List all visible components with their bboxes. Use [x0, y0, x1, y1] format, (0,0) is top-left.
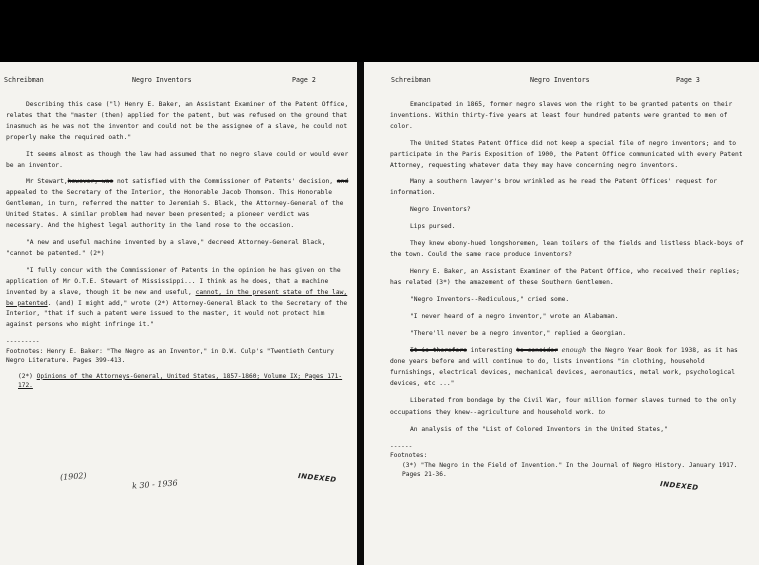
right-header-author: Schreibman: [391, 76, 431, 84]
footnote-rule: ---------: [6, 338, 40, 346]
left-footnote-1: Footnotes: Henry E. Baker: "The Negro as an Inventor," in D.W. Culp's "Twentieth Century Negro Literature. Pages 399-413.: [6, 347, 334, 365]
right-header-title: Negro Inventors: [530, 76, 590, 84]
right-quote-2: "I never heard of a negro inventor," wrote an Alabaman.: [410, 312, 619, 320]
right-body: [390, 100, 752, 480]
right-paragraph-6: They knew ebony-hued longshoremen, lean toilers of the fields and listless black-boys of the town. Could the same race produce inventors?: [390, 240, 744, 258]
footnote-rule: ------: [390, 442, 413, 450]
left-paragraph-2: It seems almost as though the law had assumed that no negro slave could or would ever be an inventor.: [6, 150, 349, 169]
right-paragraph-7: Henry E. Baker, an Assistant Examiner of the Patent Office, who received their replies; has related (3*) the amazement of these Southern Gentlemen.: [390, 267, 740, 286]
left-footnote-2: (2*) Opinions of the Attorneys-General, United States, 1857-1860; Volume IX; Pages 171-172.: [18, 372, 343, 390]
right-paragraph-1: Emancipated in 1865, former negro slaves won the right to be granted patents on their inventions. Within thirty-five years at least four hundred patents were granted to men of color.: [390, 101, 733, 130]
book-gutter: [357, 62, 364, 565]
left-header-author: Schreibman: [4, 76, 44, 84]
handwritten-note: k 30 - 1936: [131, 478, 178, 491]
struck-text: and: [336, 178, 349, 186]
right-footnote-label: Footnotes:: [390, 452, 428, 460]
right-paragraph-5: Lips pursed.: [410, 223, 456, 231]
right-quote-1: "Negro Inventors--Rediculous," cried some.: [410, 295, 570, 303]
left-paragraph-3: Mr Stewart,however, was not satisfied with the Commissioner of Patents' decision, and appealed to the Secretary of the Interior, the Honorable Jacob Thomson. This Honorable Gentleman, in turn, referred the matter to Jeremiah S. Black, the Attorney-General of the United States. A similar problem had never been presented; a pioneer verdict was necessary. And the highest legal authority in the land rose to the occasion.: [6, 178, 349, 230]
struck-text: however, was: [67, 178, 114, 186]
right-paragraph-4: Negro Inventors?: [410, 206, 471, 214]
right-quote-3: "There'll never be a negro inventor," replied a Georgian.: [410, 329, 627, 337]
right-page: [364, 62, 759, 565]
right-footnote-1: (3*) "The Negro in the Field of Invention." In the Journal of Negro History. January 1917. Pages 21-36.: [402, 461, 738, 479]
struck-text: It is therefore: [410, 347, 467, 355]
left-page: [0, 62, 357, 565]
underlined-text: cannot, in the present state of the law, be patented: [6, 288, 348, 307]
handwritten-insert: enough: [561, 346, 587, 355]
right-header-page: Page 3: [676, 76, 700, 84]
right-paragraph-8: It is therefore interesting to consider enough the Negro Year Book for 1938, as it has done years before and will continue to do, lists inventions "in clothing, household furnishings, electrical devices, mechanical devices, aeronautics, metal work, psychological devices, etc ...": [390, 346, 738, 388]
indexed-stamp: INDEXED: [659, 480, 699, 492]
handwritten-insert: to: [598, 407, 606, 416]
left-header-title: Negro Inventors: [132, 76, 192, 84]
struck-text: to consider: [516, 347, 558, 355]
left-body: [6, 100, 350, 391]
indexed-stamp: INDEXED: [297, 472, 337, 484]
right-paragraph-2: The United States Patent Office did not keep a special file of negro inventors; and to participate in the Paris Exposition of 1900, the Patent Office communicated with every Patent Attorney, requesting whatever data they may have concerning negro inventors.: [390, 139, 743, 169]
right-paragraph-10: An analysis of the "List of Colored Inventors in the United States,": [410, 425, 668, 433]
right-paragraph-9: Liberated from bondage by the Civil War, four million former slaves turned to the only occupations they knew--agriculture and household work. to: [390, 397, 737, 416]
left-paragraph-5: "I fully concur with the Commissioner of Patents in the opinion he has given on the application of Mr O.T.E. Stewart of Mississippi... I think as he does, that a machine invented by a slave, though it be new and useful, cannot, in the present state of the law, be patented. (and) I might add," wrote (2*) Attorney-General Black to the Secretary of the Interior, "that if such a patent were issued to the master, it would not protect him against persons who might infringe it.": [6, 266, 348, 329]
handwritten-year: (1902): [59, 471, 87, 482]
left-paragraph-4: "A new and useful machine invented by a slave," decreed Attorney-General Black, "cannot be patented." (2*): [6, 238, 326, 257]
left-paragraph-1: Describing this case ("l) Henry E. Baker, an Assistant Examiner of the Patent Office, relates that the "master (then) applied for the patent, but was refused on the ground that inasmuch as he was not the inventor and could not be the assignee of a slave, he could not properly make the required oath.": [6, 101, 349, 141]
right-paragraph-3: Many a southern lawyer's brow wrinkled as he read the Patent Offices' request for information.: [390, 178, 718, 197]
left-header-page: Page 2: [292, 76, 316, 84]
